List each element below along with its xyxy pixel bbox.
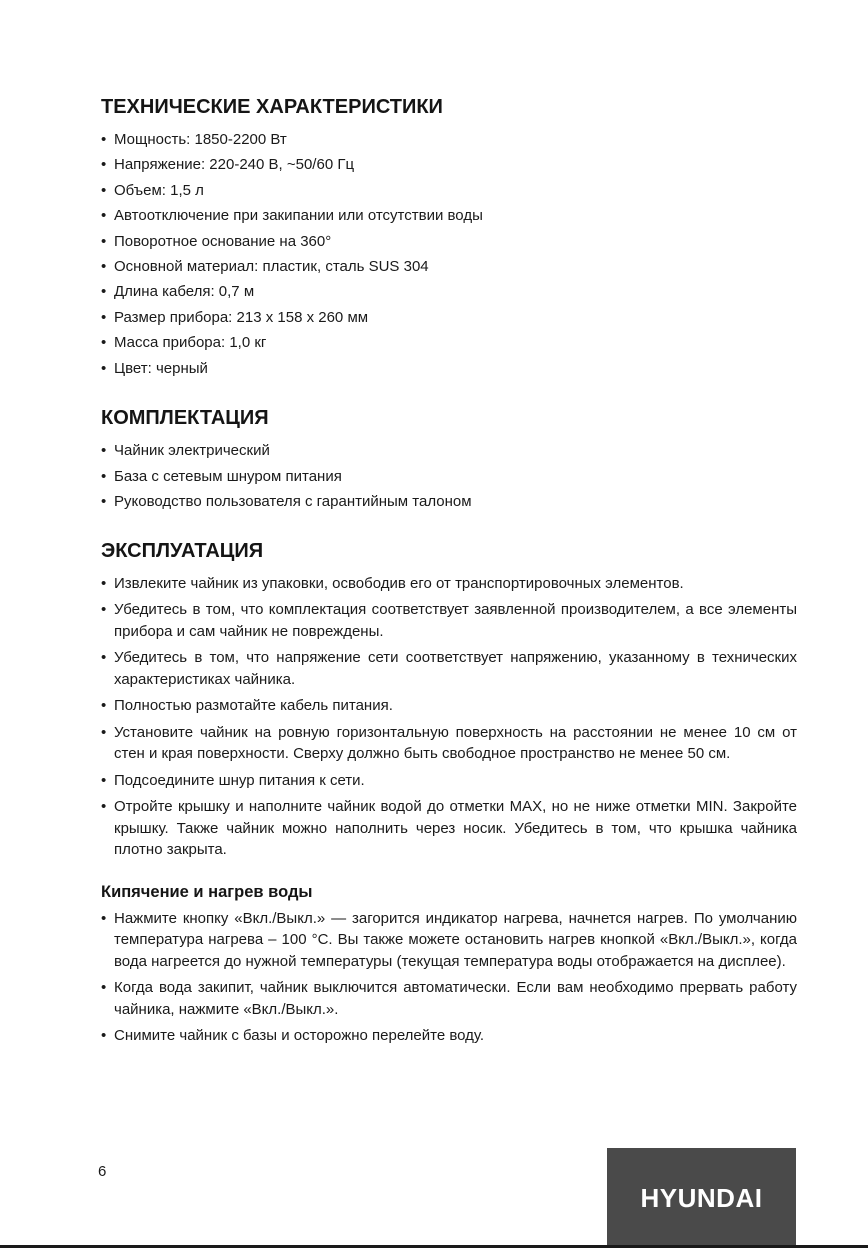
list-item: • Снимите чайник с базы и осторожно перелейте воду. — [101, 1025, 797, 1047]
list-item: • Размер прибора: 213 х 158 х 260 мм — [101, 307, 797, 329]
specs-section — [101, 94, 797, 379]
list-item: • Основной материал: пластик, сталь SUS 304 — [101, 256, 797, 278]
operation-list — [101, 573, 797, 861]
brand-logo — [607, 1148, 796, 1248]
list-item: • Автоотключение при закипании или отсутствии воды — [101, 205, 797, 227]
list-item: • Убедитесь в том, что напряжение сети соответствует напряжению, указанному в технических характеристиках чайника. — [101, 647, 797, 690]
operation-heading: ЭКСПЛУАТАЦИЯ — [101, 539, 264, 562]
list-item: • Когда вода закипит, чайник выключится автоматически. Если вам необходимо прервать работу чайника, нажмите «Вкл./Выкл.». — [101, 977, 797, 1020]
boiling-section — [101, 881, 797, 1047]
boiling-list — [101, 908, 797, 1047]
list-item: • Масса прибора: 1,0 кг — [101, 332, 797, 354]
brand-logo-text: HYUNDAI — [640, 1182, 763, 1213]
kit-list — [101, 440, 797, 513]
list-item: • Извлеките чайник из упаковки, освободив его от транспортировочных элементов. — [101, 573, 797, 595]
kit-section — [101, 405, 797, 513]
list-item: • Убедитесь в том, что комплектация соответствует заявленной производителем, а все элементы прибора и сам чайник не повреждены. — [101, 599, 797, 642]
list-item: • База с сетевым шнуром питания — [101, 466, 797, 488]
document-page — [101, 94, 797, 1052]
page-number: 6 — [98, 1163, 107, 1180]
list-item: • Руководство пользователя с гарантийным талоном — [101, 491, 797, 513]
list-item: • Нажмите кнопку «Вкл./Выкл.» — загорится индикатор нагрева, начнется нагрев. По умолчанию температура нагрева – 100 °С. Вы также можете остановить нагрев кнопкой «Вкл./Выкл.», когда вода нагреется до нужной температуры (текущая температура воды отображается на дисплее). — [101, 908, 797, 973]
list-item: • Полностью размотайте кабель питания. — [101, 695, 797, 717]
specs-heading: ТЕХНИЧЕСКИЕ ХАРАКТЕРИСТИКИ — [101, 96, 443, 118]
list-item: • Объем: 1,5 л — [101, 180, 797, 202]
list-item: • Отройте крышку и наполните чайник водой до отметки MAX, но не ниже отметки MIN. Закройте крышку. Также чайник можно наполнить через носик. Убедитесь в том, что крышка чайника плотно закрыта. — [101, 796, 797, 861]
list-item: • Установите чайник на ровную горизонтальную поверхность на расстоянии не менее 10 см от стен и края поверхности. Сверху должно быть свободное пространство не менее 50 см. — [101, 722, 797, 765]
list-item: • Поворотное основание на 360° — [101, 231, 797, 253]
list-item: • Длина кабеля: 0,7 м — [101, 281, 797, 303]
operation-section — [101, 538, 797, 861]
list-item: • Чайник электрический — [101, 440, 797, 462]
list-item: • Напряжение: 220-240 В, ~50/60 Гц — [101, 154, 797, 176]
specs-list — [101, 129, 797, 379]
list-item: • Цвет: черный — [101, 358, 797, 380]
list-item: • Мощность: 1850-2200 Вт — [101, 129, 797, 151]
boiling-heading: Кипячение и нагрев воды — [101, 882, 313, 901]
kit-heading: КОМПЛЕКТАЦИЯ — [101, 407, 269, 430]
list-item: • Подсоедините шнур питания к сети. — [101, 770, 797, 792]
